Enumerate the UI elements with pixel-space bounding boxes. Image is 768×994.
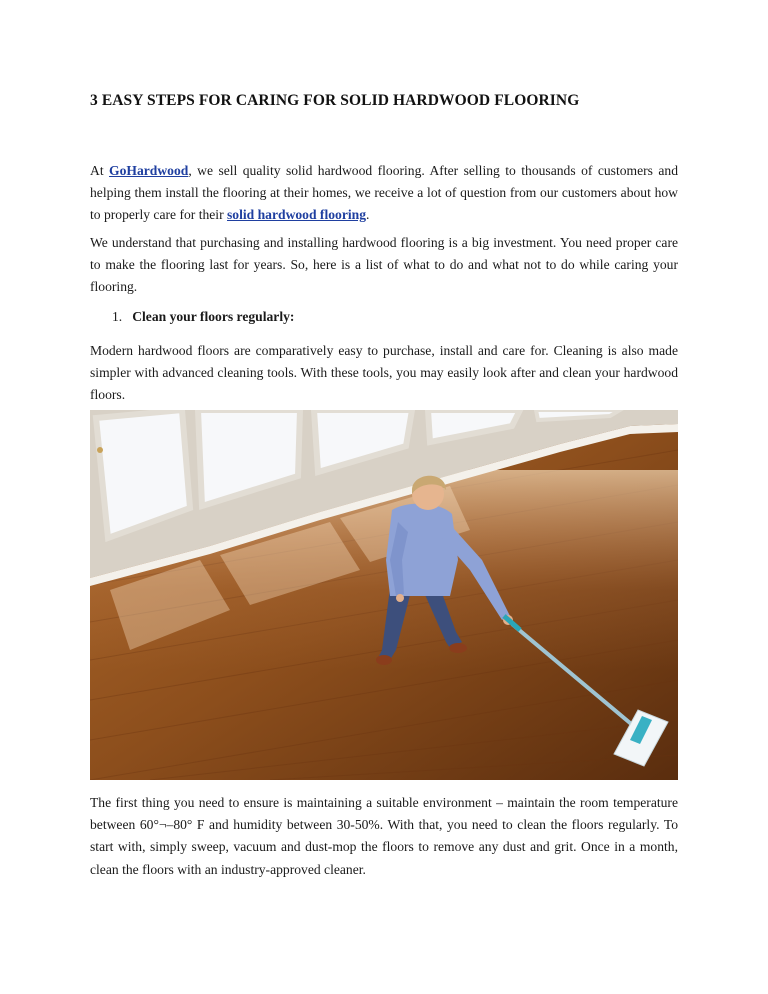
environment-paragraph: The first thing you need to ensure is maintaining a suitable environment – maintain the room temperature between 60°¬–80° F and humidity between 30-50%. With that, you need to clean the floors regularly. To start with, simply sweep, vacuum and dust-mop the floors to remove any dust and grit. Once in a month, clean the floors with an industry-approved cleaner. (90, 795, 678, 877)
gohardwood-link[interactable]: GoHardwood (109, 163, 189, 178)
solid-hardwood-flooring-link[interactable]: solid hardwood flooring (227, 207, 366, 223)
mopping-photo-illustration (90, 410, 678, 780)
step-1-label: Clean your floors regularly: (132, 309, 295, 324)
cleaning-paragraph: Modern hardwood floors are comparatively easy to purchase, install and care for. Cleaning is also made simpler with advanced cleaning tools. With these tools, you may easily look after and clean your hardwood floors. (90, 343, 678, 403)
investment-paragraph: We understand that purchasing and installing hardwood flooring is a big investment. You need proper care to make the flooring last for years. So, here is a list of what to do and what not to do while caring your flooring. (90, 235, 678, 295)
intro-prefix: At (90, 163, 110, 178)
step-1-heading (112, 306, 294, 328)
page-title: 3 EASY STEPS FOR CARING FOR SOLID HARDWOOD FLOORING (90, 92, 580, 109)
intro-suffix: . (366, 207, 370, 223)
intro-middle: , we sell quality solid hardwood flooring. After selling to thousands of customers and helping them install the flooring at their homes, we receive a lot of question from our customers about how to properly care for their (90, 163, 678, 223)
step-1-number: 1. (112, 309, 123, 324)
mopping-photo (90, 410, 678, 780)
intro-paragraph (90, 160, 678, 227)
